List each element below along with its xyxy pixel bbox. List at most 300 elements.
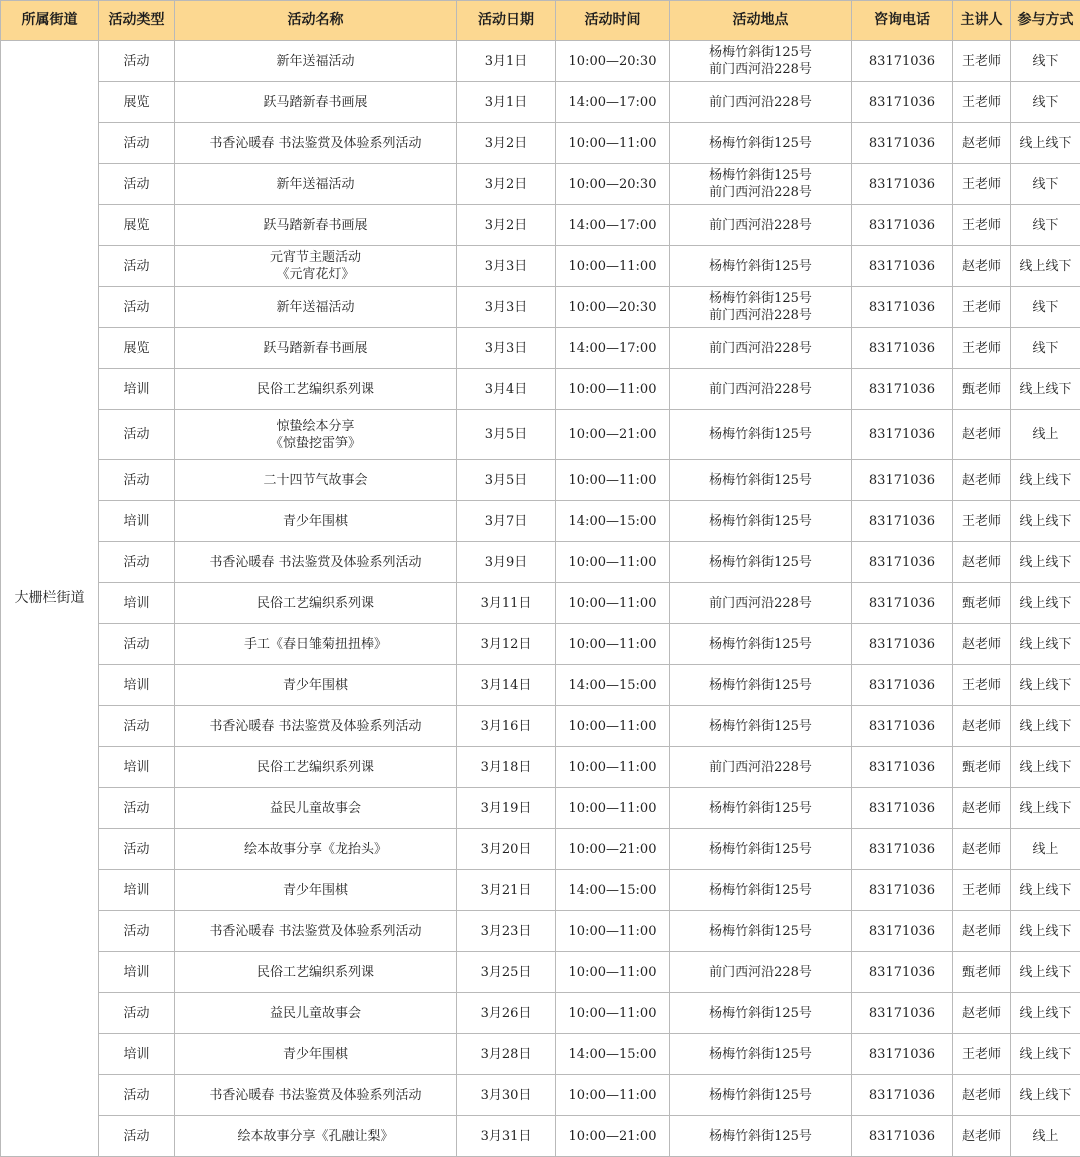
- cell-type-text: 活动: [101, 800, 172, 817]
- cell-mode-text: 线下: [1013, 299, 1078, 316]
- cell-date-text: 3月18日: [459, 759, 553, 776]
- header-date: 活动日期: [457, 1, 556, 41]
- cell-time: [556, 164, 670, 205]
- cell-date: [457, 205, 556, 246]
- cell-place: [670, 624, 852, 665]
- cell-name: [175, 1034, 457, 1075]
- cell-date-text: 3月9日: [459, 554, 553, 571]
- cell-mode: [1011, 369, 1080, 410]
- cell-time: [556, 410, 670, 460]
- cell-phone: [852, 164, 953, 205]
- cell-time-text: 14:00—15:00: [558, 513, 667, 530]
- cell-phone: [852, 205, 953, 246]
- cell-date-text: 3月19日: [459, 800, 553, 817]
- cell-name: [175, 287, 457, 328]
- cell-speaker-text: 王老师: [955, 94, 1008, 111]
- cell-time-text: 10:00—11:00: [558, 636, 667, 653]
- cell-speaker: [953, 460, 1011, 501]
- cell-type-text: 活动: [101, 636, 172, 653]
- cell-phone-text: 83171036: [854, 759, 950, 776]
- cell-phone-text: 83171036: [854, 381, 950, 398]
- cell-date: [457, 1034, 556, 1075]
- cell-time-text: 14:00—17:00: [558, 94, 667, 111]
- cell-date-text: 3月11日: [459, 595, 553, 612]
- cell-phone-text: 83171036: [854, 1005, 950, 1022]
- cell-phone: [852, 911, 953, 952]
- cell-speaker-text: 甄老师: [955, 759, 1008, 776]
- cell-place: [670, 205, 852, 246]
- cell-phone-text: 83171036: [854, 595, 950, 612]
- cell-name: [175, 583, 457, 624]
- cell-speaker-text: 赵老师: [955, 636, 1008, 653]
- cell-speaker-text: 王老师: [955, 1046, 1008, 1063]
- cell-date-text: 3月21日: [459, 882, 553, 899]
- cell-phone-text: 83171036: [854, 677, 950, 694]
- cell-phone: [852, 501, 953, 542]
- cell-speaker-text: 赵老师: [955, 800, 1008, 817]
- cell-type: [99, 542, 175, 583]
- cell-phone: [852, 1034, 953, 1075]
- header-phone: 咨询电话: [852, 1, 953, 41]
- cell-type-text: 活动: [101, 1005, 172, 1022]
- cell-date: [457, 993, 556, 1034]
- cell-phone-text: 83171036: [854, 299, 950, 316]
- table-row: [1, 410, 1080, 460]
- cell-time-text: 10:00—11:00: [558, 1087, 667, 1104]
- cell-speaker: [953, 205, 1011, 246]
- cell-speaker: [953, 82, 1011, 123]
- cell-name-text: 元宵节主题活动 《元宵花灯》: [177, 249, 454, 283]
- cell-phone-text: 83171036: [854, 554, 950, 571]
- cell-name-text: 绘本故事分享《孔融让梨》: [177, 1128, 454, 1145]
- cell-phone: [852, 287, 953, 328]
- cell-mode: [1011, 870, 1080, 911]
- cell-mode: [1011, 123, 1080, 164]
- cell-mode-text: 线下: [1013, 217, 1078, 234]
- header-mode: 参与方式: [1011, 1, 1080, 41]
- cell-type-text: 活动: [101, 1128, 172, 1145]
- cell-place: [670, 665, 852, 706]
- cell-name-text: 民俗工艺编织系列课: [177, 381, 454, 398]
- cell-phone-text: 83171036: [854, 800, 950, 817]
- cell-name: [175, 410, 457, 460]
- cell-time-text: 10:00—21:00: [558, 426, 667, 443]
- cell-name-text: 青少年围棋: [177, 1046, 454, 1063]
- cell-place-text: 杨梅竹斜街125号: [672, 718, 849, 735]
- cell-type-text: 活动: [101, 135, 172, 152]
- cell-speaker: [953, 1034, 1011, 1075]
- cell-name-text: 民俗工艺编织系列课: [177, 964, 454, 981]
- cell-mode: [1011, 829, 1080, 870]
- cell-place: [670, 369, 852, 410]
- cell-phone-text: 83171036: [854, 1046, 950, 1063]
- cell-name-text: 跃马踏新春书画展: [177, 217, 454, 234]
- cell-phone-text: 83171036: [854, 472, 950, 489]
- cell-place: [670, 328, 852, 369]
- cell-phone: [852, 583, 953, 624]
- cell-speaker: [953, 911, 1011, 952]
- table-row: [1, 665, 1080, 706]
- cell-speaker: [953, 788, 1011, 829]
- cell-type-text: 活动: [101, 923, 172, 940]
- cell-time-text: 14:00—15:00: [558, 677, 667, 694]
- cell-time-text: 10:00—21:00: [558, 1128, 667, 1145]
- cell-place-text: 杨梅竹斜街125号: [672, 800, 849, 817]
- cell-mode-text: 线上: [1013, 426, 1078, 443]
- cell-phone: [852, 41, 953, 82]
- cell-date: [457, 328, 556, 369]
- cell-time: [556, 287, 670, 328]
- cell-date-text: 3月3日: [459, 258, 553, 275]
- cell-place-text: 前门西河沿228号: [672, 94, 849, 111]
- cell-time-text: 10:00—11:00: [558, 135, 667, 152]
- cell-speaker-text: 赵老师: [955, 426, 1008, 443]
- cell-type: [99, 205, 175, 246]
- cell-type-text: 活动: [101, 1087, 172, 1104]
- cell-name: [175, 1075, 457, 1116]
- cell-place-text: 杨梅竹斜街125号: [672, 841, 849, 858]
- cell-phone: [852, 870, 953, 911]
- cell-mode-text: 线上线下: [1013, 135, 1078, 152]
- cell-date-text: 3月30日: [459, 1087, 553, 1104]
- cell-date-text: 3月28日: [459, 1046, 553, 1063]
- cell-place: [670, 1116, 852, 1157]
- cell-date: [457, 870, 556, 911]
- cell-date: [457, 1116, 556, 1157]
- cell-phone-text: 83171036: [854, 1087, 950, 1104]
- cell-time-text: 10:00—11:00: [558, 923, 667, 940]
- cell-mode-text: 线上线下: [1013, 1046, 1078, 1063]
- cell-name-text: 青少年围棋: [177, 513, 454, 530]
- cell-name: [175, 164, 457, 205]
- cell-mode-text: 线上线下: [1013, 381, 1078, 398]
- cell-place: [670, 788, 852, 829]
- cell-name-text: 书香沁暖春 书法鉴赏及体验系列活动: [177, 718, 454, 735]
- cell-speaker-text: 赵老师: [955, 1128, 1008, 1145]
- cell-mode-text: 线上线下: [1013, 636, 1078, 653]
- cell-speaker: [953, 287, 1011, 328]
- cell-place: [670, 747, 852, 788]
- cell-type: [99, 328, 175, 369]
- cell-place-text: 杨梅竹斜街125号 前门西河沿228号: [672, 290, 849, 324]
- cell-name-text: 益民儿童故事会: [177, 1005, 454, 1022]
- cell-place: [670, 164, 852, 205]
- cell-name-text: 惊蛰绘本分享 《惊蛰挖雷笋》: [177, 418, 454, 452]
- cell-mode-text: 线上线下: [1013, 1087, 1078, 1104]
- cell-speaker: [953, 328, 1011, 369]
- cell-time: [556, 246, 670, 287]
- cell-place: [670, 460, 852, 501]
- cell-name: [175, 542, 457, 583]
- table-row: [1, 164, 1080, 205]
- cell-name: [175, 1116, 457, 1157]
- table-row: [1, 369, 1080, 410]
- cell-mode-text: 线下: [1013, 53, 1078, 70]
- cell-phone: [852, 1116, 953, 1157]
- cell-name-text: 书香沁暖春 书法鉴赏及体验系列活动: [177, 554, 454, 571]
- cell-date: [457, 1075, 556, 1116]
- header-time: 活动时间: [556, 1, 670, 41]
- cell-type-text: 活动: [101, 258, 172, 275]
- table-row: [1, 911, 1080, 952]
- cell-name: [175, 870, 457, 911]
- cell-speaker-text: 赵老师: [955, 258, 1008, 275]
- cell-mode: [1011, 788, 1080, 829]
- cell-name: [175, 788, 457, 829]
- cell-name-text: 青少年围棋: [177, 882, 454, 899]
- cell-time-text: 10:00—20:30: [558, 176, 667, 193]
- cell-place-text: 杨梅竹斜街125号: [672, 923, 849, 940]
- cell-type: [99, 410, 175, 460]
- cell-speaker-text: 王老师: [955, 299, 1008, 316]
- cell-date: [457, 706, 556, 747]
- cell-place-text: 前门西河沿228号: [672, 217, 849, 234]
- cell-mode-text: 线上线下: [1013, 718, 1078, 735]
- cell-type: [99, 706, 175, 747]
- cell-date: [457, 624, 556, 665]
- cell-speaker-text: 甄老师: [955, 595, 1008, 612]
- cell-time: [556, 665, 670, 706]
- cell-name-text: 跃马踏新春书画展: [177, 340, 454, 357]
- cell-phone-text: 83171036: [854, 882, 950, 899]
- cell-mode-text: 线上: [1013, 1128, 1078, 1145]
- cell-place-text: 杨梅竹斜街125号 前门西河沿228号: [672, 167, 849, 201]
- cell-place: [670, 287, 852, 328]
- cell-type: [99, 369, 175, 410]
- cell-type: [99, 911, 175, 952]
- cell-type: [99, 624, 175, 665]
- cell-phone: [852, 460, 953, 501]
- cell-place-text: 杨梅竹斜街125号: [672, 258, 849, 275]
- cell-phone-text: 83171036: [854, 176, 950, 193]
- cell-time-text: 10:00—20:30: [558, 299, 667, 316]
- table-row: [1, 993, 1080, 1034]
- table-row: [1, 328, 1080, 369]
- cell-speaker-text: 甄老师: [955, 381, 1008, 398]
- cell-place: [670, 952, 852, 993]
- cell-date-text: 3月26日: [459, 1005, 553, 1022]
- cell-name: [175, 41, 457, 82]
- cell-place-text: 前门西河沿228号: [672, 964, 849, 981]
- cell-date: [457, 952, 556, 993]
- cell-date: [457, 665, 556, 706]
- table-row: [1, 287, 1080, 328]
- cell-type-text: 培训: [101, 513, 172, 530]
- cell-phone-text: 83171036: [854, 94, 950, 111]
- cell-speaker: [953, 1116, 1011, 1157]
- cell-time-text: 10:00—11:00: [558, 595, 667, 612]
- cell-place: [670, 1075, 852, 1116]
- cell-type-text: 活动: [101, 472, 172, 489]
- cell-speaker-text: 赵老师: [955, 472, 1008, 489]
- cell-date-text: 3月23日: [459, 923, 553, 940]
- cell-name: [175, 82, 457, 123]
- cell-time: [556, 911, 670, 952]
- cell-date: [457, 583, 556, 624]
- cell-type: [99, 164, 175, 205]
- header-speaker: 主讲人: [953, 1, 1011, 41]
- cell-time: [556, 870, 670, 911]
- cell-speaker: [953, 624, 1011, 665]
- cell-type: [99, 1075, 175, 1116]
- cell-mode: [1011, 205, 1080, 246]
- cell-date-text: 3月31日: [459, 1128, 553, 1145]
- cell-speaker: [953, 665, 1011, 706]
- cell-type: [99, 788, 175, 829]
- cell-phone-text: 83171036: [854, 1128, 950, 1145]
- cell-speaker: [953, 41, 1011, 82]
- table-row: [1, 1034, 1080, 1075]
- cell-date: [457, 829, 556, 870]
- cell-place-text: 杨梅竹斜街125号: [672, 1005, 849, 1022]
- cell-speaker-text: 王老师: [955, 176, 1008, 193]
- cell-phone: [852, 542, 953, 583]
- cell-place: [670, 993, 852, 1034]
- cell-type-text: 培训: [101, 882, 172, 899]
- cell-mode: [1011, 583, 1080, 624]
- cell-place-text: 杨梅竹斜街125号: [672, 513, 849, 530]
- cell-name: [175, 829, 457, 870]
- cell-type: [99, 993, 175, 1034]
- cell-mode-text: 线上线下: [1013, 923, 1078, 940]
- cell-date-text: 3月1日: [459, 53, 553, 70]
- cell-place: [670, 542, 852, 583]
- cell-mode-text: 线上线下: [1013, 677, 1078, 694]
- cell-name-text: 书香沁暖春 书法鉴赏及体验系列活动: [177, 135, 454, 152]
- cell-mode-text: 线上线下: [1013, 800, 1078, 817]
- cell-name-text: 手工《春日雏菊扭扭棒》: [177, 636, 454, 653]
- header-name: 活动名称: [175, 1, 457, 41]
- cell-date: [457, 123, 556, 164]
- cell-mode: [1011, 952, 1080, 993]
- cell-date: [457, 164, 556, 205]
- cell-speaker-text: 王老师: [955, 677, 1008, 694]
- cell-mode: [1011, 82, 1080, 123]
- cell-mode: [1011, 1075, 1080, 1116]
- table-row: [1, 123, 1080, 164]
- cell-type: [99, 82, 175, 123]
- cell-name: [175, 952, 457, 993]
- cell-type-text: 活动: [101, 841, 172, 858]
- cell-name-text: 民俗工艺编织系列课: [177, 759, 454, 776]
- cell-phone-text: 83171036: [854, 53, 950, 70]
- cell-name-text: 益民儿童故事会: [177, 800, 454, 817]
- cell-type: [99, 460, 175, 501]
- cell-mode: [1011, 246, 1080, 287]
- cell-time-text: 10:00—11:00: [558, 472, 667, 489]
- cell-time-text: 10:00—11:00: [558, 964, 667, 981]
- cell-mode-text: 线上线下: [1013, 472, 1078, 489]
- cell-phone-text: 83171036: [854, 340, 950, 357]
- cell-name: [175, 993, 457, 1034]
- cell-place-text: 杨梅竹斜街125号 前门西河沿228号: [672, 44, 849, 78]
- cell-date: [457, 788, 556, 829]
- cell-phone: [852, 788, 953, 829]
- table-row: [1, 246, 1080, 287]
- table-row: [1, 542, 1080, 583]
- cell-speaker: [953, 1075, 1011, 1116]
- cell-type: [99, 123, 175, 164]
- cell-type-text: 培训: [101, 595, 172, 612]
- cell-speaker-text: 赵老师: [955, 718, 1008, 735]
- cell-phone-text: 83171036: [854, 217, 950, 234]
- cell-date-text: 3月16日: [459, 718, 553, 735]
- cell-type-text: 培训: [101, 964, 172, 981]
- table-row: [1, 747, 1080, 788]
- cell-time: [556, 501, 670, 542]
- cell-phone: [852, 1075, 953, 1116]
- cell-place: [670, 706, 852, 747]
- cell-type-text: 培训: [101, 1046, 172, 1063]
- cell-time-text: 10:00—11:00: [558, 800, 667, 817]
- cell-time: [556, 1116, 670, 1157]
- cell-time-text: 14:00—17:00: [558, 340, 667, 357]
- cell-mode-text: 线上线下: [1013, 554, 1078, 571]
- cell-speaker-text: 王老师: [955, 217, 1008, 234]
- cell-speaker-text: 赵老师: [955, 841, 1008, 858]
- cell-date-text: 3月4日: [459, 381, 553, 398]
- cell-time-text: 10:00—11:00: [558, 718, 667, 735]
- cell-place: [670, 246, 852, 287]
- cell-time-text: 14:00—15:00: [558, 1046, 667, 1063]
- cell-name: [175, 369, 457, 410]
- cell-time-text: 10:00—11:00: [558, 1005, 667, 1022]
- cell-phone-text: 83171036: [854, 923, 950, 940]
- cell-speaker-text: 赵老师: [955, 1005, 1008, 1022]
- cell-phone-text: 83171036: [854, 841, 950, 858]
- cell-place: [670, 41, 852, 82]
- cell-speaker: [953, 583, 1011, 624]
- table-header: [1, 1, 1080, 41]
- cell-mode: [1011, 1034, 1080, 1075]
- cell-mode-text: 线上线下: [1013, 258, 1078, 275]
- cell-time: [556, 328, 670, 369]
- cell-name: [175, 123, 457, 164]
- cell-phone: [852, 624, 953, 665]
- cell-place-text: 杨梅竹斜街125号: [672, 1046, 849, 1063]
- cell-date: [457, 410, 556, 460]
- cell-speaker: [953, 952, 1011, 993]
- cell-mode: [1011, 501, 1080, 542]
- cell-time: [556, 460, 670, 501]
- table-row: [1, 706, 1080, 747]
- cell-time-text: 10:00—11:00: [558, 381, 667, 398]
- cell-time-text: 10:00—20:30: [558, 53, 667, 70]
- cell-speaker: [953, 542, 1011, 583]
- cell-type: [99, 665, 175, 706]
- cell-place-text: 杨梅竹斜街125号: [672, 882, 849, 899]
- cell-date-text: 3月3日: [459, 340, 553, 357]
- cell-phone: [852, 829, 953, 870]
- table-row: [1, 624, 1080, 665]
- cell-type: [99, 1116, 175, 1157]
- cell-time: [556, 123, 670, 164]
- cell-mode: [1011, 410, 1080, 460]
- cell-type-text: 培训: [101, 677, 172, 694]
- cell-speaker: [953, 706, 1011, 747]
- cell-mode-text: 线上: [1013, 841, 1078, 858]
- table-row: [1, 788, 1080, 829]
- cell-type: [99, 583, 175, 624]
- cell-type-text: 展览: [101, 340, 172, 357]
- cell-speaker: [953, 246, 1011, 287]
- cell-type: [99, 287, 175, 328]
- cell-date-text: 3月14日: [459, 677, 553, 694]
- cell-date-text: 3月2日: [459, 135, 553, 152]
- cell-phone-text: 83171036: [854, 426, 950, 443]
- cell-mode: [1011, 1116, 1080, 1157]
- cell-phone: [852, 369, 953, 410]
